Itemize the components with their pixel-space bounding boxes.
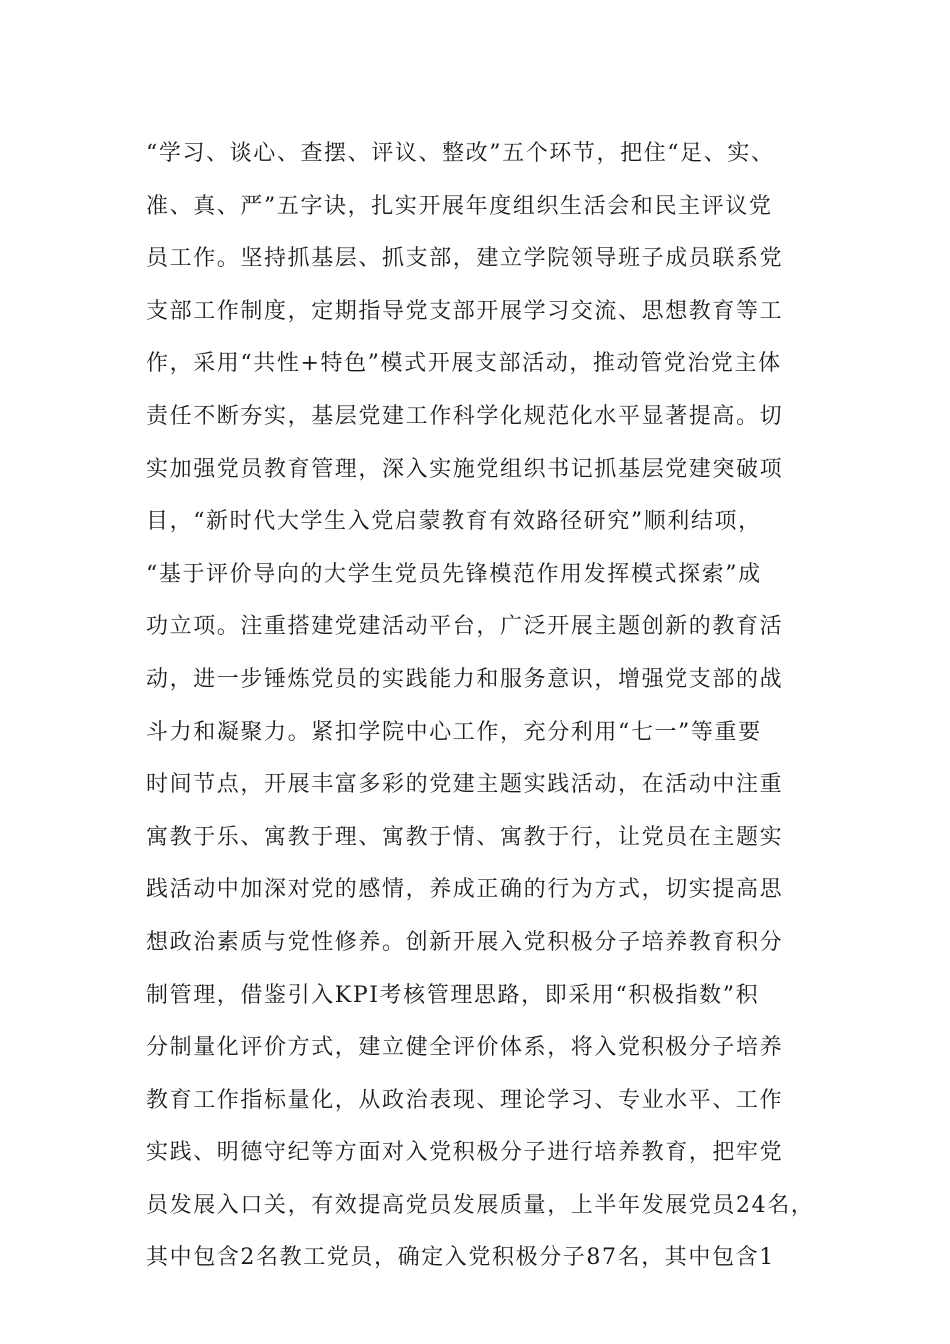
text-line: 责任不断夯实，基层党建工作科学化规范化水平显著提高。切 [146,403,784,429]
text-line: “学习、谈心、查摆、评议、整改”五个环节，把住“足、实、 [146,141,775,166]
text-line: 其中包含2名教工党员，确定入党积极分子87名，其中包含1 [146,1245,775,1271]
text-line: 斗力和凝聚力。紧扣学院中心工作，充分利用“七一”等重要 [146,719,762,745]
body-paragraph [146,128,836,1285]
text-line: 实践、明德守纪等方面对入党积极分子进行培养教育，把牢党 [146,1140,784,1166]
text-line: “基于评价导向的大学生党员先锋模范作用发挥模式探索”成 [146,561,762,587]
text-line: 时间节点，开展丰富多彩的党建主题实践活动，在活动中注重 [146,772,784,798]
text-line: 员发展入口关，有效提高党员发展质量，上半年发展党员24名， [146,1192,815,1218]
text-line: 动，进一步锤炼党员的实践能力和服务意识，增强党支部的战 [146,666,784,692]
text-line: 分制量化评价方式，建立健全评价体系，将入党积极分子培养 [146,1035,784,1061]
text-line: 实加强党员教育管理，深入实施党组织书记抓基层党建突破项 [146,456,784,482]
text-line: 作，采用“共性+特色”模式开展支部活动，推动管党治党主体 [146,351,782,377]
text-line: 支部工作制度，定期指导党支部开展学习交流、思想教育等工 [146,298,784,324]
text-line: 教育工作指标量化，从政治表现、理论学习、专业水平、工作 [146,1087,784,1113]
text-line: 制管理，借鉴引入KPI考核管理思路，即采用“积极指数”积 [146,982,760,1008]
text-line: 目，“新时代大学生入党启蒙教育有效路径研究”顺利结项， [146,509,762,535]
text-line: 准、真、严”五字诀，扎实开展年度组织生活会和民主评议党 [146,193,773,219]
text-line: 功立项。注重搭建党建活动平台，广泛开展主题创新的教育活 [146,614,784,640]
text-line: 寓教于乐、寓教于理、寓教于情、寓教于行，让党员在主题实 [146,824,784,850]
text-line: 践活动中加深对党的感情，养成正确的行为方式，切实提高思 [146,877,784,903]
text-line: 想政治素质与党性修养。创新开展入党积极分子培养教育积分 [146,929,784,955]
text-line: 员工作。坚持抓基层、抓支部，建立学院领导班子成员联系党 [146,246,784,272]
